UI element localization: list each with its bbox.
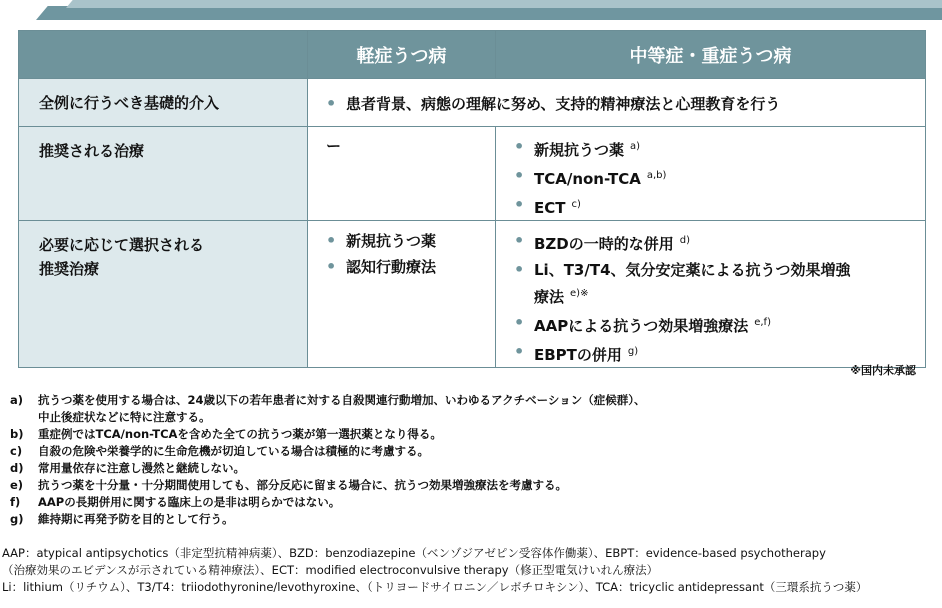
list-item [514, 229, 925, 256]
abbreviation-line: （治療効果のエビデンスが示されている精神療法）、ECT：modified electroconvulsive therapy（修正型電気けいれん療法） [2, 563, 659, 577]
footnote-text: AAPの長期併用に関する臨床上の是非は明らかではない。 [38, 495, 341, 509]
header-band-dark [36, 6, 942, 20]
footnote-label: b) [10, 427, 24, 441]
header-mild: 軽症うつ病 [308, 31, 496, 79]
cell-mild-recommended [308, 127, 496, 221]
footnote-ref: a) [630, 141, 641, 152]
unapproved-note: ※国内未承認 [850, 364, 916, 377]
item-text: 患者背景、病態の理解に努め、支持的精神療法と心理教育を行う [346, 94, 781, 113]
row-label-basic-intervention: 全例に行うべき基礎的介入 [19, 79, 308, 127]
footnote-label: d) [10, 461, 24, 475]
cell-basic-intervention [308, 79, 926, 127]
footnote-item [10, 494, 910, 511]
footnote-ref: e,f) [754, 317, 771, 328]
row-label-optional [19, 221, 308, 368]
footnote-item [10, 511, 910, 528]
footnote-text: 抗うつ薬を十分量・十分期間使用しても、部分反応に留まる場合に、抗うつ効果増強療法を考慮する。 [38, 478, 567, 492]
item-text: 新規抗うつ薬 [534, 141, 625, 159]
footnote-label: g) [10, 512, 24, 526]
footnote-item [10, 426, 910, 443]
item-text: 療法 [534, 288, 565, 306]
footnote-ref: a,b) [646, 170, 667, 181]
item-text: BZDの一時的な併用 [534, 235, 674, 253]
item-text: ECT [534, 199, 566, 217]
cell-severe-recommended [496, 127, 926, 221]
footnote-text: 自殺の危険や栄養学的に生命危機が切迫している場合は積極的に考慮する。 [38, 444, 429, 458]
item-text: EBPTの併用 [534, 346, 622, 364]
list-item [514, 164, 925, 191]
footnote-text-line: 中止後症状などに特に注意する。 [38, 410, 211, 424]
footnote-text: 常用量依存に注意し漫然と継続しない。 [38, 461, 245, 475]
dash-none: ー [326, 137, 342, 155]
footnote-ref: d) [679, 235, 691, 246]
table-header-row [19, 31, 926, 79]
footnote-text: 維持期に再発予防を目的として行う。 [38, 512, 234, 526]
header-moderate-severe: 中等症・重症うつ病 [496, 31, 926, 79]
header-band-light [66, 0, 942, 8]
footnote-label: a) [10, 393, 24, 407]
item-text: 新規抗うつ薬 [346, 232, 437, 250]
abbreviation-line: AAP：atypical antipsychotics（非定型抗精神病薬）、BZD：benzodiazepine（ベンゾジアゼピン受容体作働薬）、EBPT：evidence-based psychotherapy [2, 546, 826, 560]
footnote-text [38, 392, 910, 426]
row-label-recommended: 推奨される治療 [19, 127, 308, 221]
list-item [514, 311, 925, 338]
list-item [514, 193, 925, 220]
header-blank [19, 31, 308, 79]
abbreviations [2, 545, 940, 596]
footnote-item [10, 460, 910, 477]
list-item [514, 258, 925, 309]
item-text: Li、T3/T4、気分安定薬による抗うつ効果増強 [534, 261, 851, 279]
cell-severe-optional [496, 221, 926, 368]
footnote-ref: g) [627, 346, 639, 357]
row-label-line: 必要に応じて選択される [39, 236, 205, 254]
item-text: AAPによる抗うつ効果増強療法 [534, 317, 749, 335]
footnote-item [10, 392, 910, 426]
footnote-item [10, 443, 910, 460]
footnote-text: 重症例ではTCA/non-TCAを含めた全ての抗うつ薬が第一選択薬となり得る。 [38, 427, 442, 441]
treatment-table [18, 30, 926, 368]
footnote-ref: e)※ [570, 288, 589, 299]
table-row [19, 127, 926, 221]
footnote-label: c) [10, 444, 23, 458]
header-decoration-band [36, 0, 942, 22]
table-row [19, 79, 926, 127]
footnote-ref: c) [571, 199, 581, 210]
footnote-text-line: 抗うつ薬を使用する場合は、24歳以下の若年患者に対する自殺関連行動増加、いわゆるアクチベーション（症候群）、 [38, 393, 646, 407]
row-label-line: 推奨治療 [39, 260, 100, 278]
list-item [326, 92, 925, 116]
item-text: 認知行動療法 [346, 258, 437, 276]
footnote-label: f) [10, 495, 21, 509]
cell-mild-optional [308, 221, 496, 368]
table-row [19, 221, 926, 368]
list-item [326, 255, 495, 279]
footnote-label: e) [10, 478, 24, 492]
footnote-item [10, 477, 910, 494]
list-item [514, 135, 925, 162]
abbreviation-line: Li：lithium（リチウム）、T3/T4：triiodothyronine/levothyroxine、（トリヨードサイロニン／レボチロキシン）、TCA：tricyclic antidepressant（三環系抗うつ薬） [2, 580, 868, 594]
footnotes [10, 392, 910, 528]
list-item [326, 229, 495, 253]
item-text: TCA/non-TCA [534, 170, 641, 188]
